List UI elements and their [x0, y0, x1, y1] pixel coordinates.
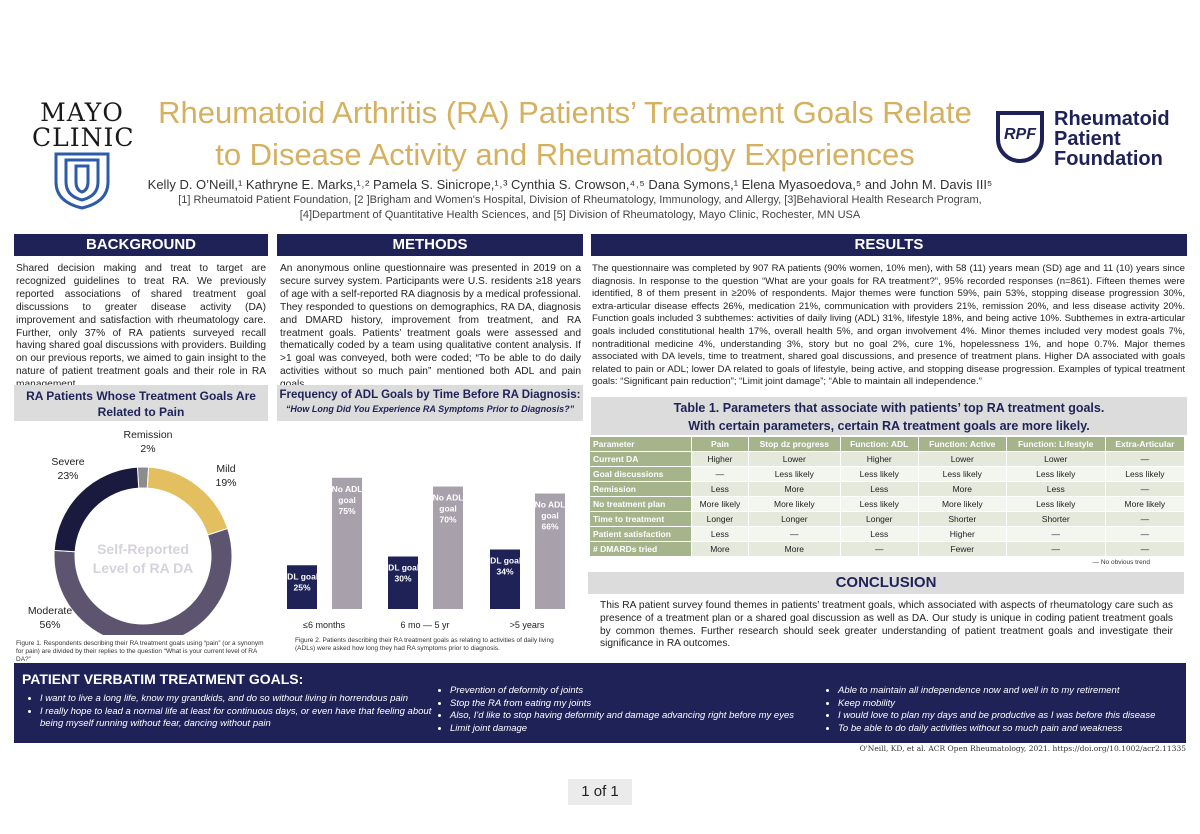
- donut-value-remission: 2%: [140, 443, 156, 455]
- table1-cell: Less likely: [1006, 497, 1105, 512]
- bar-label-no-adl-0-2: 75%: [338, 505, 356, 516]
- affiliations: [150, 193, 1010, 223]
- bar-label-no-adl-0-0: No ADL: [331, 483, 363, 494]
- donut-value-mild: 19%: [215, 477, 237, 489]
- bar-label-adl-0-1: 25%: [293, 582, 311, 593]
- table1-row-label: Patient satisfaction: [590, 527, 692, 542]
- table1-cell: —: [691, 467, 748, 482]
- bar-category-label-2: >5 years: [509, 620, 545, 630]
- table1-column-header: Pain: [691, 437, 748, 452]
- table1-cell: Less: [840, 527, 918, 542]
- figure1-caption: Figure 1. Respondents describing their RA treatment goals using “pain” (or a synonym for pain) are divided by their replies to the question “What is your current level of RA DA?”: [16, 640, 264, 663]
- donut-slice-remission: [137, 467, 148, 488]
- table1-cell: Shorter: [918, 512, 1006, 527]
- table1-cell: Higher: [918, 527, 1006, 542]
- verbatim-heading: PATIENT VERBATIM TREATMENT GOALS:: [22, 671, 304, 687]
- bar-label-no-adl-1-1: goal: [439, 503, 457, 514]
- donut-value-moderate: 56%: [39, 619, 61, 631]
- table1-cell: Lower: [918, 452, 1006, 467]
- table1-column-header: Function: Active: [918, 437, 1006, 452]
- table1-row: [590, 452, 1185, 467]
- table1-row: [590, 527, 1185, 542]
- verbatim-column-2: [436, 685, 830, 735]
- rpf-name-line1: Rheumatoid: [1054, 108, 1170, 130]
- table1-cell: Less likely: [1105, 467, 1184, 482]
- table1: [589, 436, 1185, 557]
- methods-text: An anonymous online questionnaire was presented in 2019 on a secure survey system. Participants were U.S. residents ≥18 years of age with a self-reported RA diagnosis by a medical professional. They responded to questions on demographics, RA DA, diagnosis and DMARD history, improvement from treatment, and RA treatment goals. Patients’ treatment goals were assessed and thematically coded by a team using qualitative content analysis. If >1 goal was conveyed, both were coded; “To be able to do daily activities without so much pain” mentioned both ADL and pain: [280, 263, 581, 378]
- table1-cell: More likely: [1105, 497, 1184, 512]
- verbatim-goal-item: • I would love to plan my days and be productive as I was before this disease: [838, 710, 1198, 723]
- bar-label-no-adl-1-0: No ADL: [432, 492, 464, 503]
- affiliations-line-2: [4]Department of Quantitative Health Sciences, and [5] Division of Rheumatology, Mayo Clinic, Rochester, MN USA: [299, 209, 861, 221]
- table1-row: [590, 542, 1185, 557]
- table1-row-label: Goal discussions: [590, 467, 692, 482]
- table1-column-header: Stop dz progress: [748, 437, 840, 452]
- table1-cell: Less likely: [1006, 467, 1105, 482]
- table1-cell: Less likely: [840, 497, 918, 512]
- mayo-logo-line1: MAYO: [40, 98, 124, 127]
- mayo-shield-icon: [52, 152, 112, 210]
- mayo-logo-line2: CLINIC: [32, 123, 135, 152]
- verbatim-column-1: [26, 693, 440, 731]
- table1-cell: Less: [1006, 482, 1105, 497]
- table1-cell: More: [748, 542, 840, 557]
- table1-cell: —: [1006, 527, 1105, 542]
- rpf-badge-icon: [996, 111, 1044, 163]
- table1-cell: —: [1105, 452, 1184, 467]
- table1-cell: —: [748, 527, 840, 542]
- table1-cell: Less: [840, 482, 918, 497]
- table1-title-line1: Table 1. Parameters that associate with patients’ top RA treatment goals.: [673, 401, 1105, 415]
- table1-header: [591, 397, 1187, 435]
- table1-row-label: No treatment plan: [590, 497, 692, 512]
- verbatim-goal-item: • Limit joint damage: [450, 723, 830, 736]
- title-line-2: to Disease Activity and Rheumatology Experiences: [215, 137, 915, 172]
- figure2-title: Frequency of ADL Goals by Time Before RA Diagnosis:: [279, 389, 581, 401]
- donut-label-severe: Severe: [51, 456, 85, 468]
- table1-cell: Lower: [1006, 452, 1105, 467]
- donut-label-remission: Remission: [123, 429, 173, 441]
- figure1-donut-chart: [10, 425, 272, 635]
- figure2-header: [277, 385, 583, 421]
- bar-category-label-1: 6 mo — 5 yr: [400, 620, 450, 630]
- table1-cell: Less: [691, 482, 748, 497]
- background-text: Shared decision making and treat to target are recognized guidelines to treat RA. We previously reported associations of shared treatment goal discussions to greater disease activity (DA) improvement and satisfaction with rheumatology care. Further, only 37% of RA patients surveyed recall having shared goal discussions with providers. Building on our previous reports, we aimed to gain insight to the nature of patient treatment goals and their role in RA: [16, 263, 266, 378]
- verbatim-column-3: [824, 685, 1198, 735]
- table1-cell: Less likely: [748, 467, 840, 482]
- table1-row: [590, 482, 1185, 497]
- bar-label-adl-1-0: ADL goals: [382, 562, 424, 573]
- bar-label-adl-0-0: ADL goals: [281, 571, 323, 582]
- verbatim-goal-item: • Stop the RA from eating my joints: [450, 698, 830, 711]
- methods-heading: METHODS: [277, 234, 583, 256]
- table1-cell: More: [748, 482, 840, 497]
- table1-column-header: Parameter: [590, 437, 692, 452]
- mayo-clinic-logo: [32, 98, 135, 210]
- bar-label-adl-2-1: 34%: [496, 566, 514, 577]
- table1-cell: Fewer: [918, 542, 1006, 557]
- table1-cell: More: [691, 542, 748, 557]
- table1-cell: —: [1105, 482, 1184, 497]
- table1-column-header: Function: ADL: [840, 437, 918, 452]
- table1-column-header: Extra-Articular: [1105, 437, 1184, 452]
- affiliations-line-1: [1] Rheumatoid Patient Foundation, [2 ]Brigham and Women's Hospital, Division of Rheumatology, Immunology, and Allergy, [3]Behavioral Health Research Program,: [178, 194, 982, 206]
- table1-title-line2: With certain parameters, certain RA treatment goals are more likely.: [688, 419, 1090, 433]
- verbatim-goal-item: • Also, I'd like to stop having deformity and damage advancing right before my eyes: [450, 710, 830, 723]
- table1-cell: Less likely: [840, 467, 918, 482]
- poster-title: [140, 92, 990, 176]
- bar-label-no-adl-0-1: goal: [338, 494, 356, 505]
- title-line-1: Rheumatoid Arthritis (RA) Patients’ Treatment Goals Relate: [158, 95, 972, 130]
- bar-label-adl-2-0: ADL goals: [484, 555, 526, 566]
- conclusion-text: This RA patient survey found themes in patients’ treatment goals, which associated with aspects of rheumatology care such as presence of a treatment plan or a shared goal discussion as well as DA. Our study is unique in coding patient treatment goals by common themes. Further research should seek greater understanding of patient treatment goals and investigate their significance in RA outcomes.: [600, 600, 1173, 650]
- donut-center-label-line2: Level of RA DA: [92, 560, 194, 576]
- background-heading: BACKGROUND: [14, 234, 268, 256]
- results-heading: RESULTS: [591, 234, 1187, 256]
- table1-row-label: # DMARDs tried: [590, 542, 692, 557]
- page-indicator: 1 of 1: [568, 779, 632, 805]
- table1-cell: Longer: [691, 512, 748, 527]
- figure2-bar-chart: [277, 432, 583, 632]
- verbatim-goal-item: • I really hope to lead a normal life at least for continuous days, or even have that feeling about being myself running without fear, dancing without pain: [40, 706, 440, 731]
- citation: O'Neill, KD, et al. ACR Open Rheumatology, 2021. https://doi.org/10.1002/acr2.11335: [859, 744, 1186, 753]
- table1-cell: More likely: [691, 497, 748, 512]
- bar-label-no-adl-2-0: No ADL: [534, 499, 566, 510]
- table1-column-header: Function: Lifestyle: [1006, 437, 1105, 452]
- table1-cell: —: [1105, 527, 1184, 542]
- rpf-name-line3: Foundation: [1054, 148, 1163, 170]
- donut-value-severe: 23%: [57, 470, 79, 482]
- bar-category-label-0: ≤6 months: [303, 620, 345, 630]
- table1-cell: More likely: [918, 497, 1006, 512]
- rpf-name-line2: Patient: [1054, 128, 1121, 150]
- table1-cell: Less: [691, 527, 748, 542]
- bar-label-no-adl-2-2: 66%: [541, 521, 559, 532]
- bar-label-no-adl-2-1: goal: [541, 510, 559, 521]
- table1-row-label: Remission: [590, 482, 692, 497]
- donut-label-moderate: Moderate: [27, 605, 73, 617]
- table1-cell: —: [840, 542, 918, 557]
- bar-label-no-adl-1-2: 70%: [439, 514, 457, 525]
- verbatim-goal-item: • Prevention of deformity of joints: [450, 685, 830, 698]
- donut-label-mild: Mild: [216, 463, 236, 475]
- table1-note: — No obvious trend: [1092, 559, 1150, 566]
- donut-center-label-line1: Self-Reported: [97, 541, 189, 557]
- table1-cell: Less likely: [918, 467, 1006, 482]
- rpf-logo: [994, 108, 1174, 170]
- table1-cell: —: [1105, 512, 1184, 527]
- results-text: The questionnaire was completed by 907 RA patients (90% women, 10% men), with 58 (11) years mean (SD) age and 11 (10) years since diagnosis. In response to the question “What are your goals for RA treatment?”, 95% recorded responses (n=861). Fifteen themes were identified, 8 of them present in ≥20% of respondents. Major themes were function 59%, pain 53%, stopping disease progression 30%, extra-articular disease effects 26%, medication 21%, communication with providers 21%, remission 20%, and less disease activity 20%. Function goals included 3 subthemes: activities of daily living (ADL) 31%, lifestyle 18%, and being active 10%. Subthemes in extra-articular goals included constitutional health 17%, overall health 5%, and organ involvement 4%. Minor themes included very modest goals 7%, nontraditional medicine 4%, understanding 3%, story but no goal 2%, cure 1%, hopelessness 1%, and hope 0.7%. Major themes associated with DA levels, time to treatment, shared goal discussions, and presence of treatment plans. Higher DA associated with goals related to pain or ADL; lower DA related to goals of lifestyle, being active, and stopping disease progression. Examples of typical treatment goals: “Significant pain reduction”; “Limit joint damage”; “Able to maintain all independence.”: [592, 263, 1185, 388]
- verbatim-goal-item: • Keep mobility: [838, 698, 1198, 711]
- figure1-title: RA Patients Whose Treatment Goals Are Related to Pain: [14, 385, 268, 421]
- figure2-caption: Figure 2. Patients describing their RA treatment goals as relating to activities of daily living (ADLs) were asked how long they had RA symptoms prior to diagnosis.: [295, 637, 554, 652]
- table1-row: [590, 512, 1185, 527]
- author-list: Kelly D. O’Neill,¹ Kathryne E. Marks,¹˒² Pamela S. Sinicrope,¹˒³ Cynthia S. Crowson,⁴˒⁵ Dana Symons,¹ Elena Myasoedova,⁵ and John M. Davis III⁵: [147, 177, 993, 192]
- verbatim-goal-item: • To be able to do daily activities without so much pain and weakness: [838, 723, 1198, 736]
- table1-row-label: Time to treatment: [590, 512, 692, 527]
- rpf-badge-text: RPF: [1004, 126, 1036, 143]
- table1-cell: —: [1006, 542, 1105, 557]
- table1-cell: More likely: [748, 497, 840, 512]
- table1-cell: Shorter: [1006, 512, 1105, 527]
- bar-label-adl-1-1: 30%: [394, 573, 412, 584]
- table1-cell: Higher: [840, 452, 918, 467]
- table1-cell: —: [1105, 542, 1184, 557]
- table1-cell: Longer: [748, 512, 840, 527]
- figure2-subtitle: “How Long Did You Experience RA Symptoms Prior to Diagnosis?”: [285, 404, 575, 414]
- table1-row: [590, 497, 1185, 512]
- verbatim-goal-item: • I want to live a long life, know my grandkids, and do so without living in horrendous pain: [40, 693, 440, 706]
- table1-row: [590, 467, 1185, 482]
- table1-row-label: Current DA: [590, 452, 692, 467]
- conclusion-heading: CONCLUSION: [588, 572, 1184, 594]
- table1-cell: Higher: [691, 452, 748, 467]
- verbatim-panel: [14, 663, 1186, 743]
- table1-cell: Longer: [840, 512, 918, 527]
- verbatim-goal-item: • Able to maintain all independence now and well in to my retirement: [838, 685, 1198, 698]
- table1-cell: More: [918, 482, 1006, 497]
- table1-header-row: [590, 437, 1185, 452]
- table1-cell: Lower: [748, 452, 840, 467]
